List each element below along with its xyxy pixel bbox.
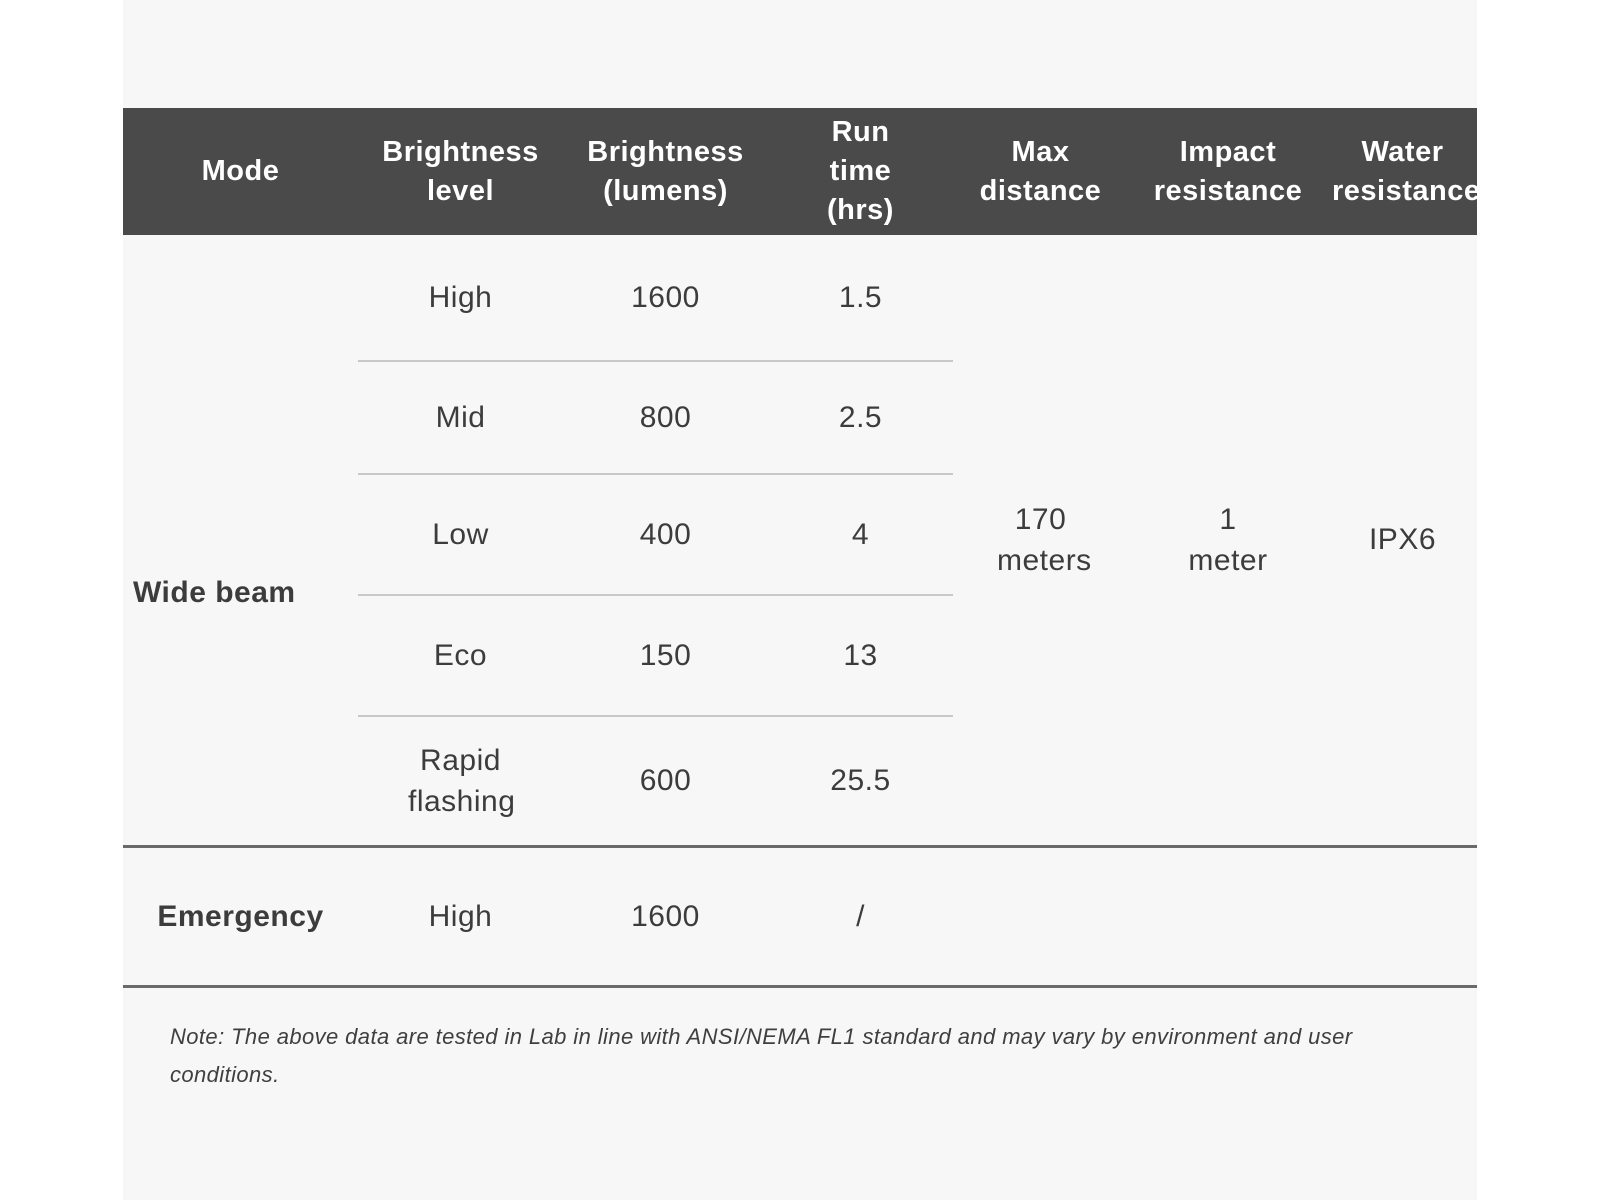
runtime-cell: 4 <box>768 474 953 595</box>
impact-resistance-cell: 1 meter <box>1128 235 1328 846</box>
header-max-distance: Max distance <box>953 108 1128 235</box>
mode-emergency: Emergency <box>123 846 358 986</box>
level-cell: High <box>358 846 563 986</box>
level-cell: Low <box>358 474 563 595</box>
runtime-cell: / <box>768 846 953 986</box>
lumens-cell: 800 <box>563 361 768 474</box>
table-row <box>123 235 1477 361</box>
header-mode: Mode <box>123 108 358 235</box>
lumens-cell: 1600 <box>563 846 768 986</box>
empty-cell <box>1128 846 1328 986</box>
header-run-time: Run time (hrs) <box>768 108 953 235</box>
runtime-cell: 25.5 <box>768 716 953 846</box>
runtime-cell: 13 <box>768 595 953 716</box>
lumens-cell: 1600 <box>563 235 768 361</box>
mode-wide-beam: Wide beam <box>123 235 358 846</box>
level-cell: Eco <box>358 595 563 716</box>
spec-table <box>123 108 1481 988</box>
table-row <box>123 846 1477 986</box>
level-cell: High <box>358 235 563 361</box>
header-brightness-lumens: Brightness (lumens) <box>563 108 768 235</box>
lumens-cell: 150 <box>563 595 768 716</box>
header-water-resistance: Water resistance <box>1328 108 1477 235</box>
header-row <box>123 108 1477 235</box>
level-cell: Rapid flashing <box>358 716 563 846</box>
empty-cell <box>953 846 1128 986</box>
max-distance-cell: 170 meters <box>953 235 1128 846</box>
header-brightness-level: Brightness level <box>358 108 563 235</box>
lumens-cell: 400 <box>563 474 768 595</box>
empty-cell <box>1328 846 1477 986</box>
level-cell: Mid <box>358 361 563 474</box>
spec-panel <box>123 0 1481 1200</box>
lumens-cell: 600 <box>563 716 768 846</box>
test-note: Note: The above data are tested in Lab in line with ANSI/NEMA FL1 standard and may vary by environment and user conditions. <box>170 1024 1353 1087</box>
water-resistance-cell: IPX6 <box>1328 235 1477 846</box>
runtime-cell: 1.5 <box>768 235 953 361</box>
runtime-cell: 2.5 <box>768 361 953 474</box>
header-impact-resistance: Impact resistance <box>1128 108 1328 235</box>
